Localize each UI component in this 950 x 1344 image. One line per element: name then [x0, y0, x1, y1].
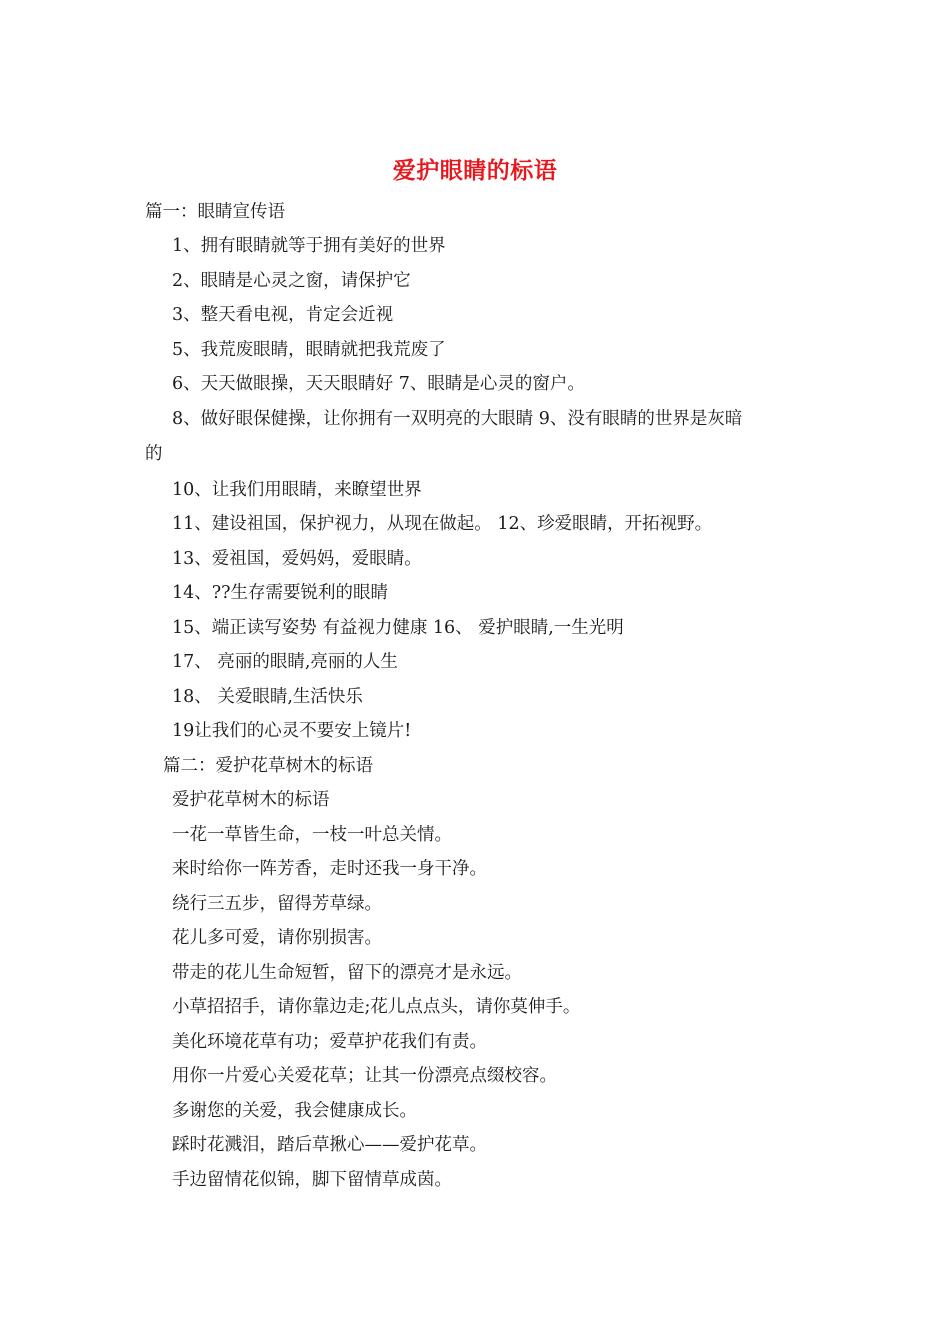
- section2-item: 爱护花草树木的标语: [172, 790, 330, 810]
- section2-item: 来时给你一阵芳香，走时还我一身干净。: [172, 859, 487, 879]
- section2-item: 用你一片爱心关爱花草；让其一份漂亮点缀校容。: [172, 1066, 557, 1086]
- section1-item: 19让我们的心灵不要安上镜片!: [172, 721, 412, 741]
- section1-item: 3、整天看电视，肯定会近视: [172, 305, 394, 325]
- section2-item: 花儿多可爱，请你别损害。: [172, 928, 382, 948]
- section2-item: 多谢您的关爱，我会健康成长。: [172, 1101, 417, 1121]
- section1-item: 8、做好眼保健操，让你拥有一双明亮的大眼睛 9、没有眼睛的世界是灰暗: [172, 409, 743, 429]
- section1-item-continuation: 的: [145, 444, 163, 464]
- section2-item: 踩时花溅泪，踏后草揪心——爱护花草。: [172, 1135, 487, 1155]
- section1-item: 5、我荒废眼睛，眼睛就把我荒废了: [172, 340, 446, 360]
- section1-item: 11、建设祖国，保护视力，从现在做起。 12、珍爱眼睛，开拓视野。: [172, 514, 713, 534]
- section2-item: 一花一草皆生命，一枝一叶总关情。: [172, 825, 452, 845]
- section2-item: 绕行三五步，留得芳草绿。: [172, 894, 382, 914]
- section1-item: 13、爱祖国，爱妈妈，爱眼睛。: [172, 549, 422, 569]
- section1-item: 2、眼睛是心灵之窗，请保护它: [172, 271, 411, 291]
- section2-item: 小草招招手，请你靠边走;花儿点点头，请你莫伸手。: [172, 997, 581, 1017]
- section1-item: 10、让我们用眼睛，来瞭望世界: [172, 480, 422, 500]
- section1-item: 14、??生存需要锐利的眼睛: [172, 583, 389, 603]
- document-title: 爱护眼睛的标语: [392, 157, 558, 184]
- section1-item: 18、 关爱眼睛,生活快乐: [172, 687, 363, 707]
- section1-item: 6、天天做眼操，天天眼睛好 7、眼睛是心灵的窗户。: [172, 374, 585, 394]
- section1-item: 17、 亮丽的眼睛,亮丽的人生: [172, 652, 398, 672]
- section1-heading: 篇一：眼睛宣传语: [145, 202, 285, 222]
- section1-item: 1、拥有眼睛就等于拥有美好的世界: [172, 236, 446, 256]
- section2-heading: 篇二：爱护花草树木的标语: [163, 756, 373, 776]
- section1-item: 15、端正读写姿势 有益视力健康 16、 爱护眼睛,一生光明: [172, 618, 624, 638]
- section2-item: 手边留情花似锦，脚下留情草成茵。: [172, 1170, 452, 1190]
- section2-item: 美化环境花草有功；爱草护花我们有责。: [172, 1032, 487, 1052]
- section2-item: 带走的花儿生命短暂，留下的漂亮才是永远。: [172, 963, 522, 983]
